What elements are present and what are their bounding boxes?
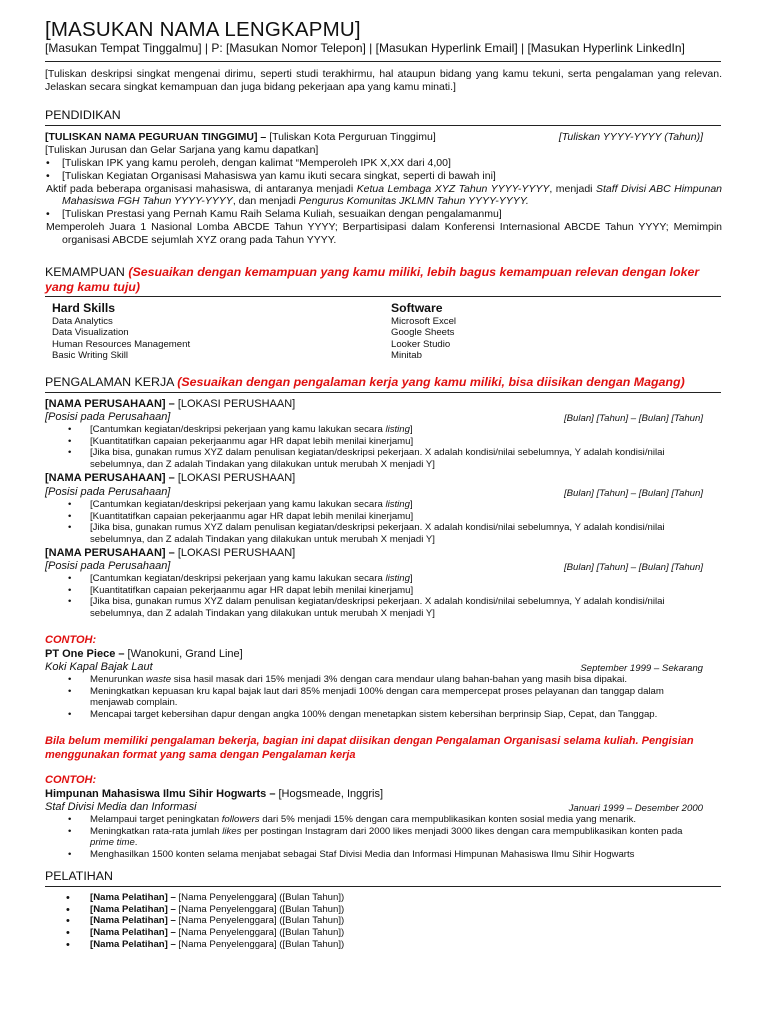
example-job-bullets bbox=[68, 674, 704, 721]
software-column bbox=[391, 301, 456, 362]
skill-item: Looker Studio bbox=[391, 338, 451, 350]
school-name: [TULISKAN NAMA PEGURUAN TINGGIMU] – bbox=[45, 131, 267, 143]
job-heading: [NAMA PERUSAHAAN] – [LOKASI PERUSHAAN] bbox=[45, 547, 296, 559]
list-item: • [Kuantitatifkan capaian pekerjaanmu agar HR dapat lebih menilai kinerjamu] bbox=[68, 585, 704, 597]
divider bbox=[45, 886, 721, 887]
divider bbox=[45, 61, 721, 62]
list-item: • [Tuliskan IPK yang kamu peroleh, dengan kalimat “Memperoleh IPK X,XX dari 4,00] bbox=[46, 157, 722, 170]
intro-paragraph: [Tuliskan deskripsi singkat mengenai dirimu, seperti studi terakhirmu, hal ataupun bidang yang kamu tekuni, serta pengalaman yang relevan. Jelaskan secara singkat kemampuan dan juga bidang pekerjaan apa yang kamu minati.] bbox=[45, 68, 722, 93]
example-org-position: Staf Divisi Media dan Informasi bbox=[45, 801, 197, 813]
list-item: • Meningkatkan kepuasan kru kapal bajak laut dari 85% menjadi 100% dengan cara mempercepat proses pelayanan dan tanggap dalam menjawab complain. bbox=[68, 686, 704, 709]
list-item: • [Kuantitatifkan capaian pekerjaanmu agar HR dapat lebih menilai kinerjamu] bbox=[68, 436, 704, 448]
skill-item: Human Resources Management bbox=[52, 338, 191, 350]
job-date: [Bulan] [Tahun] – [Bulan] [Tahun] bbox=[563, 562, 703, 573]
list-item: • [Jika bisa, gunakan rumus XYZ dalam penulisan kegiatan/deskripsi pekerjaan. X adalah kondisi/nilai sebelumnya, Y adalah kondisi/nilai sebelumnya, dan Z adalah Tindakan yang dilakukan untuk merubah X menjadi Y] bbox=[68, 447, 704, 470]
list-item: • [Cantumkan kegiatan/deskripsi pekerjaan yang kamu lakukan secara listing] bbox=[68, 424, 704, 436]
divider bbox=[45, 125, 721, 126]
training-list bbox=[66, 892, 344, 951]
contact-line: [Masukan Tempat Tinggalmu] | P: [Masukan Nomor Telepon] | [Masukan Hyperlink Email] | [Masukan Hyperlink LinkedIn] bbox=[45, 41, 685, 55]
list-item: • Melampaui target peningkatan followers dari 5% menjadi 15% dengan cara mempublikasikan konten sosial media yang menarik. bbox=[68, 814, 704, 826]
list-item: • [Tuliskan Kegiatan Organisasi Mahasiswa yan kamu ikuti secara singkat, seperti di bawah ini] Aktif pada beberapa organisasi mahasiswa, di antaranya menjadi Ketua Lembaga XYZ Tahun YYYY-YYYY, menjadi Staff Divisi ABC Himpunan Mahasiswa FGH Tahun YYYY-YYYY, dan menjadi Pengurus Komunitas JKLMN Tahun YYYY-YYYY. bbox=[46, 170, 722, 208]
section-title-pelatihan: PELATIHAN bbox=[45, 869, 113, 883]
example-org-bullets bbox=[68, 814, 704, 861]
example-label: CONTOH: bbox=[45, 634, 97, 646]
organization-note: Bila belum memiliki pengalaman bekerja, bagian ini dapat diisikan dengan Pengalaman Organisasi selama kuliah. Pengisian menggunakan format yang sama dengan Pengalaman kerja bbox=[45, 735, 694, 761]
software-title: Software bbox=[391, 301, 443, 315]
skill-item: Google Sheets bbox=[391, 327, 455, 339]
list-item: • Menurunkan waste sisa hasil masak dari 15% menjadi 3% dengan cara mendaur ulang bahan-bahan yang masih bisa dipakai. bbox=[68, 674, 704, 686]
job-bullets bbox=[68, 424, 704, 471]
list-item: • [Cantumkan kegiatan/deskripsi pekerjaan yang kamu lakukan secara listing] bbox=[68, 573, 704, 585]
list-item: • Menghasilkan 1500 konten selama menjabat sebagai Staf Divisi Media dan Informasi Himpunan Mahasiswa Ilmu Sihir Hogwarts bbox=[68, 849, 704, 861]
list-item: • Meningkatkan rata-rata jumlah likes per postingan Instagram dari 2000 likes menjadi 3000 likes dengan cara mempublikasikan konten pada prime time. bbox=[68, 826, 704, 849]
major-line: [Tuliskan Jurusan dan Gelar Sarjana yang kamu dapatkan] bbox=[45, 144, 319, 156]
job-date: [Bulan] [Tahun] – [Bulan] [Tahun] bbox=[563, 488, 703, 499]
job-date: [Bulan] [Tahun] – [Bulan] [Tahun] bbox=[563, 413, 703, 424]
education-heading bbox=[45, 131, 436, 144]
section-title-kemampuan: KEMAMPUAN (Sesuaikan dengan kemampuan yang kamu miliki, lebih bagus kemampuan relevan dengan loker yang kamu tuju) bbox=[45, 265, 700, 295]
divider bbox=[45, 296, 721, 297]
job-heading: [NAMA PERUSAHAAN] – [LOKASI PERUSHAAN] bbox=[45, 398, 296, 410]
skill-item: Data Analytics bbox=[52, 315, 113, 327]
example-label: CONTOH: bbox=[45, 774, 97, 786]
job-position: [Posisi pada Perusahaan] bbox=[45, 560, 171, 572]
list-item: • Mencapai target kebersihan dapur dengan angka 100% dengan menetapkan sistem kebersihan berprinsip Siap, Cepat, dan Tanggap. bbox=[68, 709, 704, 721]
list-item: • [Nama Pelatihan] – [Nama Penyelenggara] ([Bulan Tahun]) bbox=[66, 892, 344, 904]
hard-skills-title: Hard Skills bbox=[52, 301, 115, 315]
skill-item: Data Visualization bbox=[52, 327, 129, 339]
section-title-pengalaman: PENGALAMAN KERJA (Sesuaikan dengan pengalaman kerja yang kamu miliki, bisa diisikan dengan Magang) bbox=[45, 375, 685, 389]
list-item: • [Tuliskan Prestasi yang Pernah Kamu Raih Selama Kuliah, sesuaikan dengan pengalamanmu] Memperoleh Juara 1 Nasional Lomba ABCDE Tahun YYYY; Berpartisipasi dalam Konferensi Internasional ABCDE Tahun YYYY; Memimpin organisasi ABCDE sejumlah XYZ orang pada Tahun YYYY. bbox=[46, 208, 722, 246]
list-item: • [Jika bisa, gunakan rumus XYZ dalam penulisan kegiatan/deskripsi pekerjaan. X adalah kondisi/nilai sebelumnya, Y adalah kondisi/nilai sebelumnya, dan Z adalah Tindakan yang dilakukan untuk merubah X menjadi Y] bbox=[68, 596, 704, 619]
list-item: • [Jika bisa, gunakan rumus XYZ dalam penulisan kegiatan/deskripsi pekerjaan. X adalah kondisi/nilai sebelumnya, Y adalah kondisi/nilai sebelumnya, dan Z adalah Tindakan yang dilakukan untuk merubah X menjadi Y] bbox=[68, 522, 704, 545]
list-item: • [Nama Pelatihan] – [Nama Penyelenggara] ([Bulan Tahun]) bbox=[66, 915, 344, 927]
example-org-heading: Himpunan Mahasiswa Ilmu Sihir Hogwarts – [Hogsmeade, Inggris] bbox=[45, 788, 384, 800]
school-city: [Tuliskan Kota Perguruan Tinggimu] bbox=[266, 131, 436, 143]
divider bbox=[45, 392, 721, 393]
list-item: • [Nama Pelatihan] – [Nama Penyelenggara] ([Bulan Tahun]) bbox=[66, 927, 344, 939]
example-job-heading: PT One Piece – [Wanokuni, Grand Line] bbox=[45, 648, 243, 660]
hard-skills-column bbox=[52, 301, 190, 362]
section-title-pendidikan: PENDIDIKAN bbox=[45, 108, 121, 122]
example-org-date: Januari 1999 – Desember 2000 bbox=[568, 803, 703, 814]
job-bullets bbox=[68, 573, 704, 620]
skill-item: Minitab bbox=[391, 350, 422, 362]
list-item: • [Cantumkan kegiatan/deskripsi pekerjaan yang kamu lakukan secara listing] bbox=[68, 499, 704, 511]
job-position: [Posisi pada Perusahaan] bbox=[45, 411, 171, 423]
example-job-date: September 1999 – Sekarang bbox=[580, 663, 703, 674]
list-item: • [Kuantitatifkan capaian pekerjaanmu agar HR dapat lebih menilai kinerjamu] bbox=[68, 511, 704, 523]
job-heading: [NAMA PERUSAHAAN] – [LOKASI PERUSHAAN] bbox=[45, 472, 296, 484]
example-job-position: Koki Kapal Bajak Laut bbox=[45, 661, 153, 673]
full-name: [MASUKAN NAMA LENGKAPMU] bbox=[45, 18, 361, 41]
education-years: [Tuliskan YYYY-YYYY (Tahun)] bbox=[558, 131, 703, 143]
job-bullets bbox=[68, 499, 704, 546]
job-position: [Posisi pada Perusahaan] bbox=[45, 486, 171, 498]
skill-item: Microsoft Excel bbox=[391, 315, 457, 327]
education-list bbox=[46, 157, 722, 247]
list-item: • [Nama Pelatihan] – [Nama Penyelenggara] ([Bulan Tahun]) bbox=[66, 904, 344, 916]
list-item: • [Nama Pelatihan] – [Nama Penyelenggara] ([Bulan Tahun]) bbox=[66, 939, 344, 951]
skill-item: Basic Writing Skill bbox=[52, 350, 129, 362]
